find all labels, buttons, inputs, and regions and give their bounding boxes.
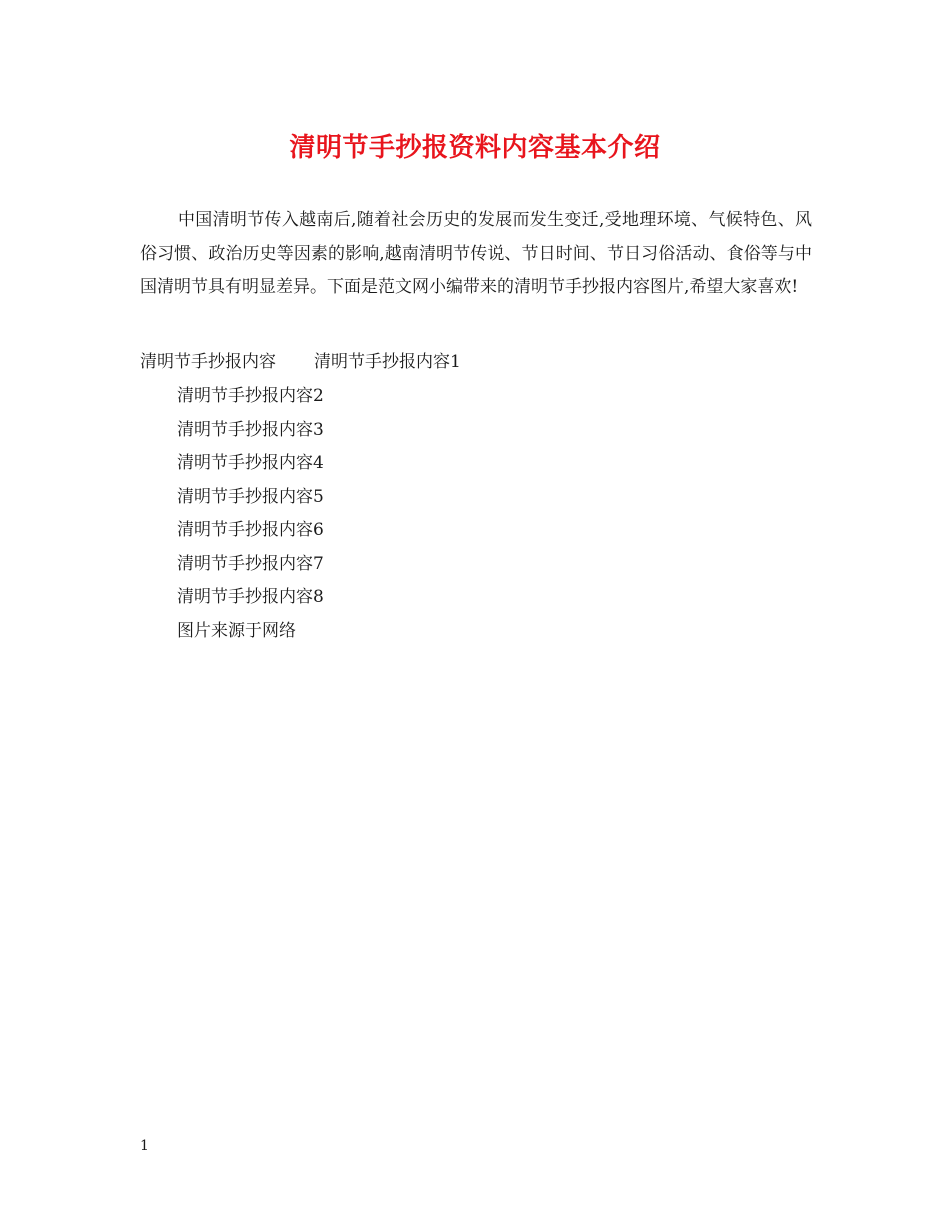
- content-item: 清明节手抄报内容2: [177, 386, 324, 406]
- page-number: 1: [140, 1138, 149, 1154]
- intro-paragraph: 中国清明节传入越南后,随着社会历史的发展而发生变迁,受地理环境、气候特色、风俗习惯、政治历史等因素的影响,越南清明节传说、节日时间、节日习俗活动、食俗等与中国清明节具有明显差异。下面是范文网小编带来的清明节手抄报内容图片,希望大家喜欢!: [140, 210, 812, 297]
- content-list: [177, 380, 324, 648]
- content-item: 清明节手抄报内容3: [177, 419, 324, 440]
- content-item: 清明节手抄报内容7: [177, 553, 324, 574]
- first-line: [140, 346, 461, 380]
- content-item: 清明节手抄报内容6: [177, 520, 324, 540]
- content-item: 清明节手抄报内容8: [177, 587, 324, 607]
- source-note: 图片来源于网络: [177, 620, 296, 641]
- content-item-1: 清明节手抄报内容1: [314, 352, 461, 372]
- content-heading: 清明节手抄报内容: [140, 352, 276, 372]
- content-item: 清明节手抄报内容4: [177, 453, 324, 473]
- content-item: 清明节手抄报内容5: [177, 486, 324, 507]
- document-title: 清明节手抄报资料内容基本介绍: [289, 133, 661, 163]
